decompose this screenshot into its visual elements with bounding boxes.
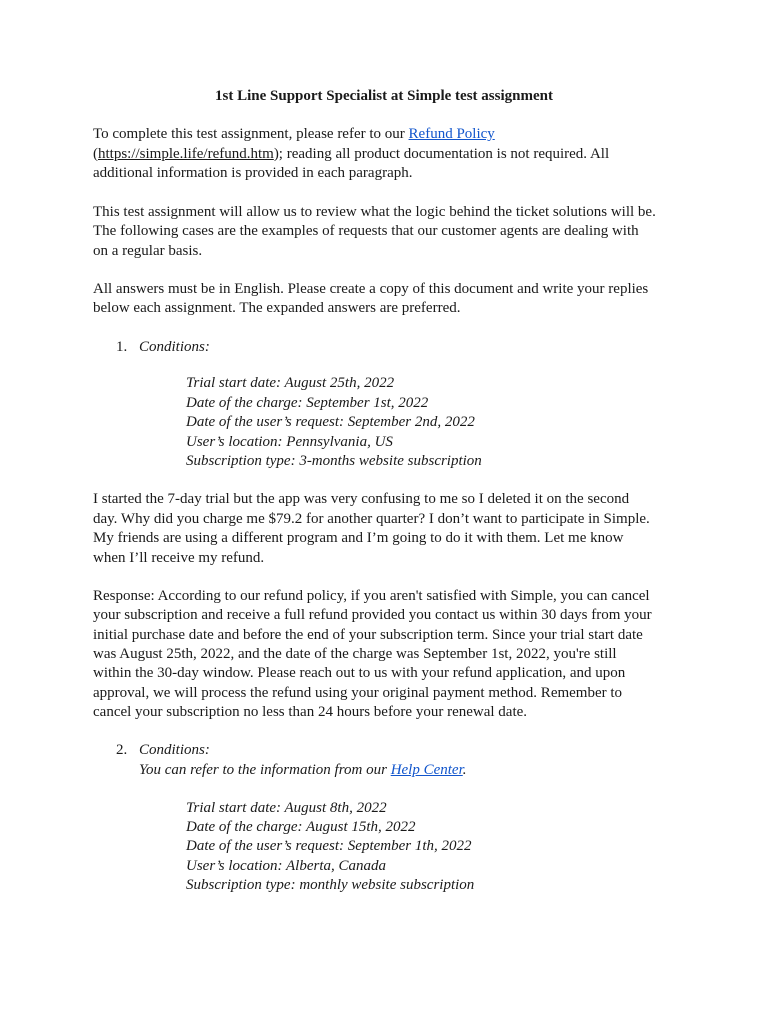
refund-policy-link[interactable]: Refund Policy <box>408 126 495 142</box>
document-title: 1st Line Support Specialist at Simple test assignment <box>215 88 553 104</box>
help-text: You can refer to the information from our <box>139 762 391 778</box>
case-2-detail: Date of the charge: August 15th, 2022 <box>186 819 416 835</box>
refund-url[interactable]: https://simple.life/refund.htm <box>98 146 274 162</box>
case-1-response-line: initial purchase date and before the end of your subscription term. Since your trial start date <box>93 627 643 643</box>
case-1-message-line: day. Why did you charge me $79.2 for another quarter? I don’t want to participate in Simple. <box>93 511 650 527</box>
paragraph-line: below each assignment. The expanded answers are preferred. <box>93 300 461 316</box>
paragraph-line: on a regular basis. <box>93 243 203 259</box>
case-1-detail: Trial start date: August 25th, 2022 <box>186 375 395 391</box>
case-1-message-line: I started the 7-day trial but the app was very confusing to me so I deleted it on the second <box>93 491 630 507</box>
case-1-response-line: Response: According to our refund policy, if you aren't satisfied with Simple, you can cancel <box>93 588 650 604</box>
case-1-response-line: was August 25th, 2022, and the date of the charge was September 1st, 2022, you're still <box>93 646 617 662</box>
paragraph-line: This test assignment will allow us to review what the logic behind the ticket solutions will be. <box>93 204 656 220</box>
intro-text: ); reading all product documentation is not required. All <box>273 146 610 162</box>
case-1-message-line: My friends are using a different program and I’m going to do it with them. Let me know <box>93 530 624 546</box>
case-1-number: 1. <box>116 339 128 355</box>
intro-text: To complete this test assignment, please refer to our <box>93 126 409 142</box>
help-center-link[interactable]: Help Center <box>390 762 463 778</box>
case-1-conditions-label: Conditions: <box>139 339 210 355</box>
case-2-detail: Date of the user’s request: September 1th, 2022 <box>186 838 472 854</box>
intro-line-3: additional information is provided in each paragraph. <box>93 165 413 181</box>
case-1-response-line: approval, we will process the refund using your original payment method. Remember to <box>93 685 623 701</box>
help-period: . <box>462 762 467 778</box>
case-2-detail: Subscription type: monthly website subscription <box>186 877 475 893</box>
case-1-detail: Date of the user’s request: September 2nd, 2022 <box>186 414 475 430</box>
case-1-detail: Date of the charge: September 1st, 2022 <box>186 395 429 411</box>
case-1-detail: User’s location: Pennsylvania, US <box>186 434 393 450</box>
case-2-detail: User’s location: Alberta, Canada <box>186 858 387 874</box>
case-1-detail: Subscription type: 3-months website subscription <box>186 453 482 469</box>
paragraph-line: The following cases are the examples of requests that our customer agents are dealing with <box>93 223 639 239</box>
case-2-help-line <box>139 761 467 781</box>
case-1-response-line: your subscription and receive a full refund provided you contact us within 30 days from your <box>93 607 652 623</box>
intro-paren-open: ( <box>93 146 98 162</box>
case-2-detail: Trial start date: August 8th, 2022 <box>186 800 387 816</box>
case-1-response-line: within the 30-day window. Please reach out to us with your refund application, and upon <box>93 665 626 681</box>
paragraph-line: All answers must be in English. Please create a copy of this document and write your replies <box>93 281 649 297</box>
case-2-conditions-label: Conditions: <box>139 742 210 758</box>
case-1-response-line: cancel your subscription no less than 24 hours before your renewal date. <box>93 704 528 720</box>
intro-line-2 <box>93 145 609 165</box>
case-1-message-line: when I’ll receive my refund. <box>93 550 265 566</box>
case-2-number: 2. <box>116 742 128 758</box>
intro-line-1 <box>93 125 495 145</box>
